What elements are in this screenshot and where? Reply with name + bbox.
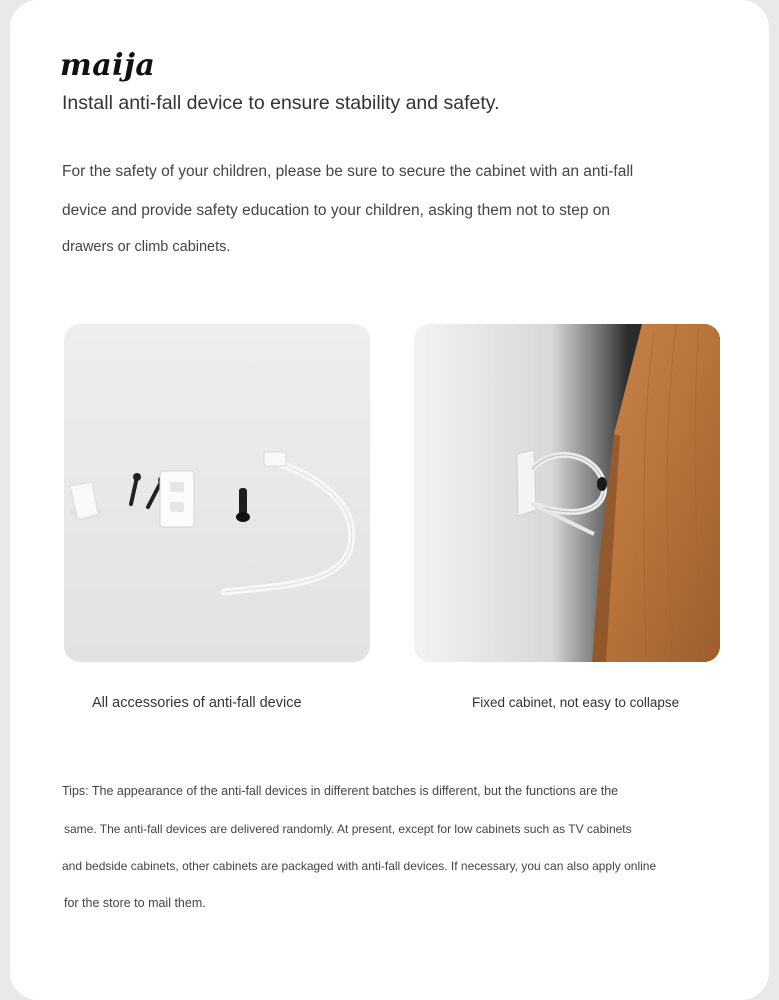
fixed-cabinet-image xyxy=(414,324,720,662)
intro-line-2: device and provide safety education to your children, asking them not to step on xyxy=(62,202,611,219)
brand-logo: maija xyxy=(60,48,156,83)
tips-line-1: Tips: The appearance of the anti-fall devices in different batches is different, but the functions are the xyxy=(62,784,619,798)
tips-line-4: for the store to mail them. xyxy=(64,896,206,910)
accessories-image xyxy=(64,324,370,662)
fixed-cabinet-caption: Fixed cabinet, not easy to collapse xyxy=(472,695,680,710)
intro-line-1: For the safety of your children, please be sure to secure the cabinet with an anti-fall xyxy=(62,163,634,180)
intro-line-3: drawers or climb cabinets. xyxy=(62,239,231,255)
tips-line-2: same. The anti-fall devices are delivered randomly. At present, except for low cabinets such as TV cabinets xyxy=(64,822,632,836)
tips-line-3: and bedside cabinets, other cabinets are packaged with anti-fall devices. If necessary, you can also apply online xyxy=(62,859,657,873)
accessories-caption: All accessories of anti-fall device xyxy=(92,695,302,711)
page-headline: Install anti-fall device to ensure stability and safety. xyxy=(62,92,500,114)
